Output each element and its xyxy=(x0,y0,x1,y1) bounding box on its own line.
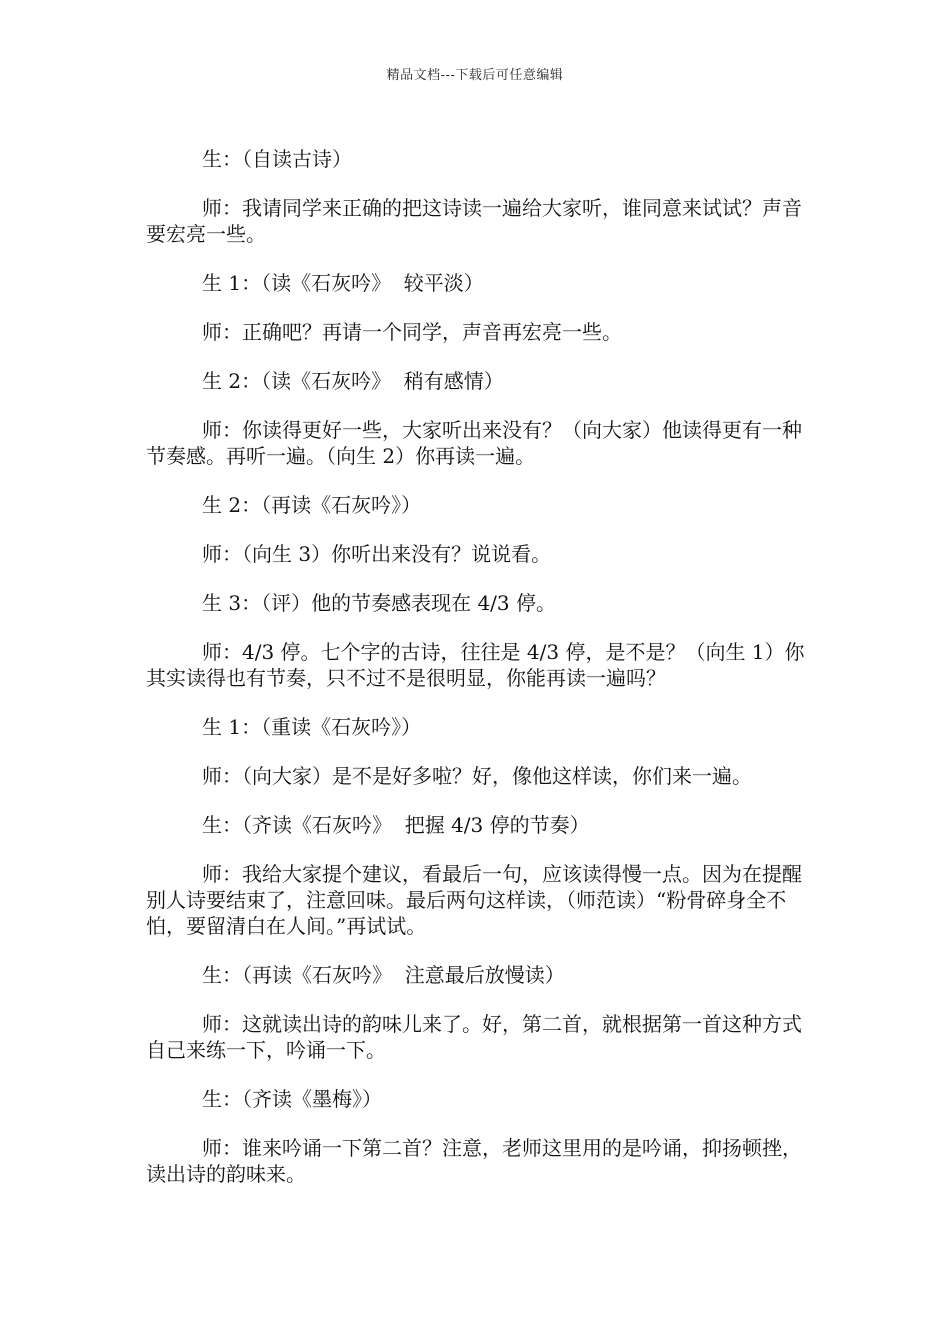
dialogue-paragraph-4: 师：正确吧？再请一个同学，声音再宏亮一些。 xyxy=(202,320,622,344)
dialogue-paragraph-17: 生：（齐读《墨梅》） xyxy=(202,1087,382,1111)
dialogue-paragraph-13: 生：（齐读《石灰吟》 把握 4/3 停的节奏） xyxy=(202,813,590,837)
dialogue-paragraph-6: 师：你读得更好一些，大家听出来没有？（向大家）他读得更有一种节奏感。再听一遍。（向生 2）你再读一遍。 xyxy=(146,418,802,468)
dialogue-paragraph-14: 师：我给大家提个建议，看最后一句，应该读得慢一点。因为在提醒别人诗要结束了，注意回味。最后两句这样读，（师范读）“粉骨碎身全不怕，要留清白在人间。”再试试。 xyxy=(146,862,802,938)
document-body xyxy=(146,146,806,1210)
dialogue-paragraph-11: 生 1：（重读《石灰吟》） xyxy=(202,715,422,739)
dialogue-paragraph-12: 师：（向大家）是不是好多啦？好，像他这样读，你们来一遍。 xyxy=(202,764,752,788)
dialogue-paragraph-18: 师：谁来吟诵一下第二首？注意，老师这里用的是吟诵，抑扬顿挫，读出诗的韵味来。 xyxy=(146,1136,802,1186)
dialogue-paragraph-8: 师：（向生 3）你听出来没有？说说看。 xyxy=(202,542,552,566)
dialogue-paragraph-2: 师：我请同学来正确的把这诗读一遍给大家听，谁同意来试试？声音要宏亮一些。 xyxy=(146,196,802,246)
dialogue-paragraph-10: 师：4/3 停。七个字的古诗，往往是 4/3 停，是不是？（向生 1）你其实读得也有节奏，只不过不是很明显，你能再读一遍吗？ xyxy=(146,640,805,690)
dialogue-paragraph-7: 生 2：（再读《石灰吟》） xyxy=(202,493,422,517)
dialogue-paragraph-15: 生：（再读《石灰吟》 注意最后放慢读） xyxy=(202,963,565,987)
dialogue-paragraph-1: 生：（自读古诗） xyxy=(202,147,352,171)
dialogue-paragraph-5: 生 2：（读《石灰吟》 稍有感情） xyxy=(202,369,504,393)
dialogue-paragraph-16: 师：这就读出诗的韵味儿来了。好，第二首，就根据第一首这种方式自己来练一下，吟诵一下。 xyxy=(146,1012,802,1062)
dialogue-paragraph-9: 生 3：（评）他的节奏感表现在 4/3 停。 xyxy=(202,591,556,615)
dialogue-paragraph-3: 生 1：（读《石灰吟》 较平淡） xyxy=(202,271,484,295)
page-header: 精品文档---下载后可任意编辑 xyxy=(386,68,564,83)
